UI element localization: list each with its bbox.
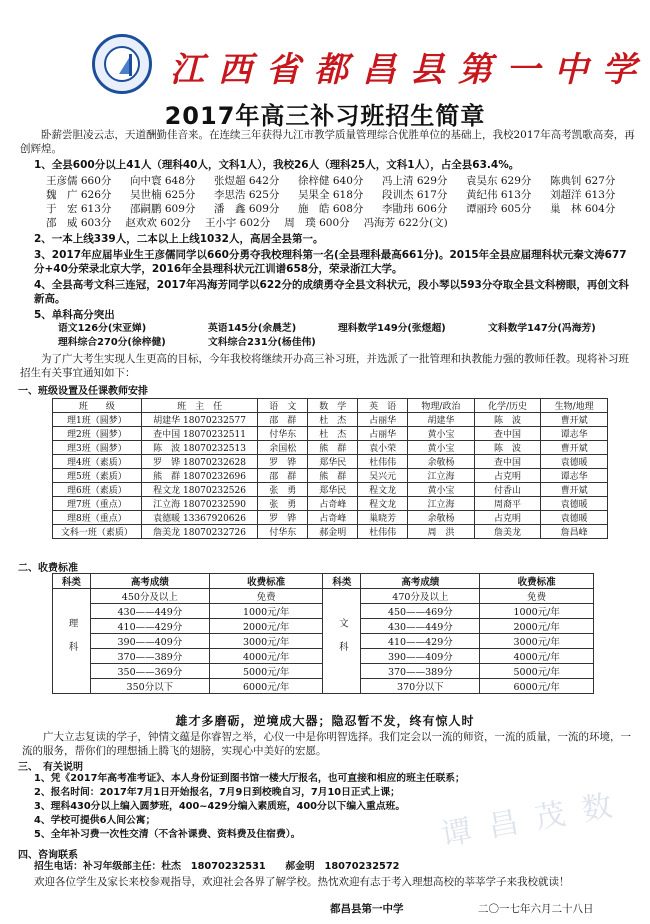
table-row [53, 511, 608, 525]
table-cell: 查中国 18070232511 [141, 427, 258, 441]
student-score: 王彦儒 660分 [46, 175, 112, 187]
fee: 3000元/年 [209, 634, 323, 649]
table-cell: 理7班（重点） [53, 497, 142, 511]
table-cell: 吴兴元 [358, 469, 408, 483]
watermark: 谭 昌 茂 数 [438, 787, 619, 854]
table-cell: 曹开斌 [541, 441, 608, 455]
note-item: 2、报名时间：2017年7月1日开始报名，7月9日到校晚自习，7月10日正式上课； [34, 787, 400, 798]
student-score: 黄纪伟 613分 [466, 189, 532, 201]
table-cell: 周裔平 [474, 497, 541, 511]
column-header: 英 语 [358, 399, 408, 413]
fee: 3000元/年 [480, 634, 594, 649]
score-range: 390——409分 [90, 634, 209, 649]
table-cell: 程文龙 18070232526 [141, 483, 258, 497]
student-score [557, 216, 636, 230]
student-score: 陈典钊 627分 [550, 175, 616, 187]
table-cell: 郝金明 [308, 525, 358, 539]
table-cell: 黄小宝 [408, 441, 475, 455]
table-cell: 谭志华 [541, 427, 608, 441]
table-cell: 付华东 [258, 427, 308, 441]
student-score: 李思浩 625分 [214, 189, 280, 201]
student-score: 段训杰 617分 [382, 189, 448, 201]
student-score: 巢 林 604分 [550, 203, 616, 215]
table-cell: 程文龙 [358, 483, 408, 497]
table-cell: 江立海 [408, 469, 475, 483]
section-heading-contact: 四、咨询联系 [18, 850, 78, 861]
intro-paragraph: 卧薪尝胆凌云志，天道酬勤佳音来。在连续三年获得九江市教学质量管理综合优胜单位的基础上，我校2017年高考凯歌高奏，再创辉煌。 [20, 129, 635, 155]
table-cell: 理1班（圆梦） [53, 413, 142, 427]
score-range: 450分及以上 [90, 589, 209, 604]
table-cell: 理5班（素质） [53, 469, 142, 483]
table-cell: 陈 波 18070232513 [141, 441, 258, 455]
column-header: 高考成绩 [361, 574, 480, 589]
table-cell: 理8班（重点） [53, 511, 142, 525]
student-score: 张煜超 642分 [214, 175, 280, 187]
table-row [53, 441, 608, 455]
student-score: 赵欢欢 602分 [125, 217, 191, 229]
welcome-text: 欢迎各位学生及家长来校参观指导，欢迎社会各界了解学校。热忱欢迎有志于考入理想高校的莘莘学子来我校就读！ [34, 876, 570, 888]
student-score-list [46, 174, 636, 230]
student-score: 魏 广 626分 [46, 189, 112, 201]
table-cell: 胡建华 [408, 413, 475, 427]
fee: 2000元/年 [209, 619, 323, 634]
table-cell: 熊 群 [308, 441, 358, 455]
column-header: 班 主 任 [141, 399, 258, 413]
table-cell: 余敬杨 [408, 455, 475, 469]
table-cell: 邵 群 [258, 413, 308, 427]
student-score: 向中寰 648分 [130, 175, 196, 187]
student-score: 邵嗣鹏 609分 [130, 203, 196, 215]
column-header: 数 学 [308, 399, 358, 413]
school-emblem-icon [92, 34, 152, 94]
table-cell: 熊 群 18070232696 [141, 469, 258, 483]
column-header: 科类 [53, 574, 91, 589]
achievement-item-1: 1、全县600分以上41人（理科40人，文科1人），我校26人（理科25人，文科1人），占全县63.4%。 [34, 159, 520, 171]
score-range: 350——369分 [90, 664, 209, 679]
table-cell: 曹开斌 [541, 483, 608, 497]
table-cell: 谭志华 [541, 469, 608, 483]
note-item: 1、凭《2017年高考准考证》、本人身份证到图书馆一楼大厅报名，也可直接和相应的班主任联系； [34, 773, 465, 784]
student-score: 王小宇 602分 [204, 217, 271, 229]
slogan: 雄才多磨砺，逆境成大器；隐忍暂不发，终有惊人时 [175, 714, 475, 728]
purpose-paragraph: 为了广大考生实现人生更高的目标，今年我校将继续开办高三补习班，并选派了一批管理和执教能力强的教师任教。现将补习班招生有关事宜通知如下： [20, 353, 629, 379]
column-header: 高考成绩 [90, 574, 209, 589]
column-header: 班 级 [53, 399, 142, 413]
fee: 1000元/年 [480, 604, 594, 619]
school-name: 江西省都昌县第一中学 [170, 50, 650, 90]
fee: 1000元/年 [209, 604, 323, 619]
table-cell: 袁德暖 [541, 455, 608, 469]
score-range: 430——449分 [361, 619, 480, 634]
fee: 免费 [480, 589, 594, 604]
table-cell: 付香山 [474, 483, 541, 497]
achievement-item-2: 2、一本上线339人，二本以上上线1032人，高居全县第一。 [34, 233, 324, 245]
student-score: 冯海芳 622分(文) [363, 217, 448, 229]
score-range: 370——389分 [361, 664, 480, 679]
achievement-item-3: 3、2017年应届毕业生王彦儒同学以660分勇夺我校理科第一名(全县理科最高661分)。2015年全县应届理科状元秦文涛677分+40分荣录北京大学，2016年全县理科状元江训谱658分，荣录浙江大学。 [34, 249, 627, 275]
table-cell: 詹美龙 18070232726 [141, 525, 258, 539]
score-range: 370——389分 [90, 649, 209, 664]
table-cell: 巢晓芳 [358, 511, 408, 525]
table-cell: 占丽华 [358, 413, 408, 427]
letterhead [0, 30, 650, 94]
score-range: 430——449分 [90, 604, 209, 619]
section-heading-fees: 二、收费标准 [18, 563, 78, 574]
column-header: 物理/政治 [408, 399, 475, 413]
fee: 4000元/年 [480, 649, 594, 664]
issue-date: 二〇一七年六月二十八日 [478, 903, 594, 915]
note-item: 3、理科430分以上编入圆梦班，400~429分编入素质班，400分以下编入重点班。 [34, 801, 406, 812]
student-score: 李勖玮 606分 [382, 203, 448, 215]
table-cell: 占奇峰 [308, 511, 358, 525]
table-cell: 张 勇 [258, 497, 308, 511]
fee: 2000元/年 [480, 619, 594, 634]
table-cell: 邵 群 [258, 469, 308, 483]
table-cell: 付华东 [258, 525, 308, 539]
table-cell: 袁小荣 [358, 441, 408, 455]
table-cell: 查中国 [474, 455, 541, 469]
table-cell: 罗 铧 18070232628 [141, 455, 258, 469]
page-title: 2017年高三补习班招生简章 [164, 102, 486, 130]
table-cell: 罗 铧 [258, 511, 308, 525]
fee-table [52, 573, 594, 694]
table-cell: 杜 杰 [308, 427, 358, 441]
column-header: 科类 [323, 574, 361, 589]
table-row [53, 413, 608, 427]
table-cell: 理6班（素质） [53, 483, 142, 497]
table-cell: 罗 铧 [258, 455, 308, 469]
signature: 都昌县第一中学 [330, 903, 404, 915]
student-score: 周 璞 600分 [284, 217, 350, 229]
score-range: 350分以下 [90, 679, 209, 694]
table-row [53, 525, 608, 539]
subject-score: 理科综合270分(徐梓健) [58, 337, 166, 348]
student-score: 袁昊东 629分 [466, 175, 532, 187]
column-header: 语 文 [258, 399, 308, 413]
table-cell: 杜 杰 [308, 413, 358, 427]
table-cell: 占丽华 [358, 427, 408, 441]
score-range: 470分及以上 [361, 589, 480, 604]
contact-phone: 招生电话：补习年级部主任：杜杰 18070232531 郝金明 18070232572 [34, 861, 400, 872]
student-score: 于 宏 613分 [46, 203, 112, 215]
table-cell: 胡建华 18070232577 [141, 413, 258, 427]
score-range: 370分以下 [361, 679, 480, 694]
achievement-item-4: 4、全县高考文科三连冠，2017年冯海芳同学以622分的成绩勇夺全县文科状元，段小琴以593分夺取全县文科榜眼，再创文科新高。 [34, 279, 629, 305]
class-teacher-table [52, 398, 608, 539]
score-range: 450——469分 [361, 604, 480, 619]
table-header-row [53, 574, 594, 589]
category-arts: 文科 [323, 589, 361, 694]
invitation-paragraph: 广大立志复读的学子，钟情文蕴是你睿智之举，心仪一中是你明智选择。我们定会以一流的师资，一流的质量，一流的环境，一流的服务，帮你们的理想插上腾飞的翅膀，实现心中美好的宏愿。 [22, 731, 631, 757]
table-cell: 黄小宝 [408, 427, 475, 441]
table-cell: 黄小宝 [408, 483, 475, 497]
student-score: 徐梓健 640分 [298, 175, 364, 187]
score-range: 410——429分 [90, 619, 209, 634]
student-score [477, 216, 556, 230]
student-score: 施 皓 608分 [298, 203, 364, 215]
subject-score: 理科数学149分(张煜超) [338, 323, 446, 334]
table-cell: 占克明 [474, 469, 541, 483]
column-header: 收费标准 [480, 574, 594, 589]
subject-score: 文科数学147分(冯海芳) [488, 323, 596, 334]
table-cell: 郑华民 [308, 483, 358, 497]
table-cell: 熊 群 [308, 469, 358, 483]
student-score: 吴果全 618分 [298, 189, 364, 201]
fee: 5000元/年 [480, 664, 594, 679]
fee: 6000元/年 [480, 679, 594, 694]
student-score: 谭丽玲 605分 [466, 203, 532, 215]
table-cell: 袁德暖 [541, 497, 608, 511]
note-item: 5、全年补习费一次性交清（不含补课费、资料费及住宿费）。 [34, 829, 301, 840]
student-score: 邵 威 603分 [46, 217, 112, 229]
table-cell: 理4班（素质） [53, 455, 142, 469]
fee: 6000元/年 [209, 679, 323, 694]
table-cell: 理3班（圆梦） [53, 441, 142, 455]
column-header: 生物/地理 [541, 399, 608, 413]
section-heading-classes: 一、班级设置及任课教师安排 [18, 386, 148, 397]
table-cell: 陈 波 [474, 413, 541, 427]
section-heading-notes: 三、 有关说明 [18, 762, 83, 773]
table-cell: 理2班（圆梦） [53, 427, 142, 441]
table-row [53, 483, 608, 497]
subject-score: 文科综合231分(杨佳伟) [208, 337, 316, 348]
table-cell: 曹开斌 [541, 413, 608, 427]
subject-score: 英语145分(余晨芝) [208, 323, 297, 334]
table-cell: 周 洪 [408, 525, 475, 539]
table-cell: 江立海 18070232590 [141, 497, 258, 511]
note-item: 4、学校可提供6人间公寓； [34, 815, 156, 826]
category-science: 理科 [53, 589, 91, 694]
table-cell: 江立海 [408, 497, 475, 511]
table-row [53, 455, 608, 469]
column-header: 收费标准 [209, 574, 323, 589]
table-cell: 文科一班（素质） [53, 525, 142, 539]
table-cell: 余敬杨 [408, 511, 475, 525]
student-score: 刘超洋 613分 [550, 189, 616, 201]
table-cell: 詹美龙 [474, 525, 541, 539]
score-range: 410——429分 [361, 634, 480, 649]
table-cell: 袁德暖 [541, 511, 608, 525]
table-cell: 余国松 [258, 441, 308, 455]
table-header-row [53, 399, 608, 413]
student-score: 冯上清 629分 [382, 175, 448, 187]
table-row [53, 589, 594, 604]
table-cell: 杜伟伟 [358, 455, 408, 469]
student-score: 潘 鑫 609分 [214, 203, 280, 215]
table-row [53, 497, 608, 511]
fee: 5000元/年 [209, 664, 323, 679]
table-cell: 杜伟伟 [358, 525, 408, 539]
table-row [53, 469, 608, 483]
fee: 4000元/年 [209, 649, 323, 664]
table-cell: 程文龙 [358, 497, 408, 511]
achievement-item-5: 5、单科高分突出 [34, 309, 115, 321]
table-cell: 袁德暖 13367920626 [141, 511, 258, 525]
subject-scores [58, 322, 638, 350]
table-cell: 陈 波 [474, 441, 541, 455]
table-row [53, 427, 608, 441]
table-cell: 占奇峰 [308, 497, 358, 511]
table-cell: 郑华民 [308, 455, 358, 469]
subject-score: 语文126分(宋亚婵) [58, 323, 147, 334]
table-cell: 占克明 [474, 511, 541, 525]
student-score: 吴世楠 625分 [130, 189, 196, 201]
score-range: 390——409分 [361, 649, 480, 664]
fee: 免费 [209, 589, 323, 604]
table-cell: 詹昌峰 [541, 525, 608, 539]
table-cell: 查中国 [474, 427, 541, 441]
column-header: 化学/历史 [474, 399, 541, 413]
table-cell: 张 勇 [258, 483, 308, 497]
